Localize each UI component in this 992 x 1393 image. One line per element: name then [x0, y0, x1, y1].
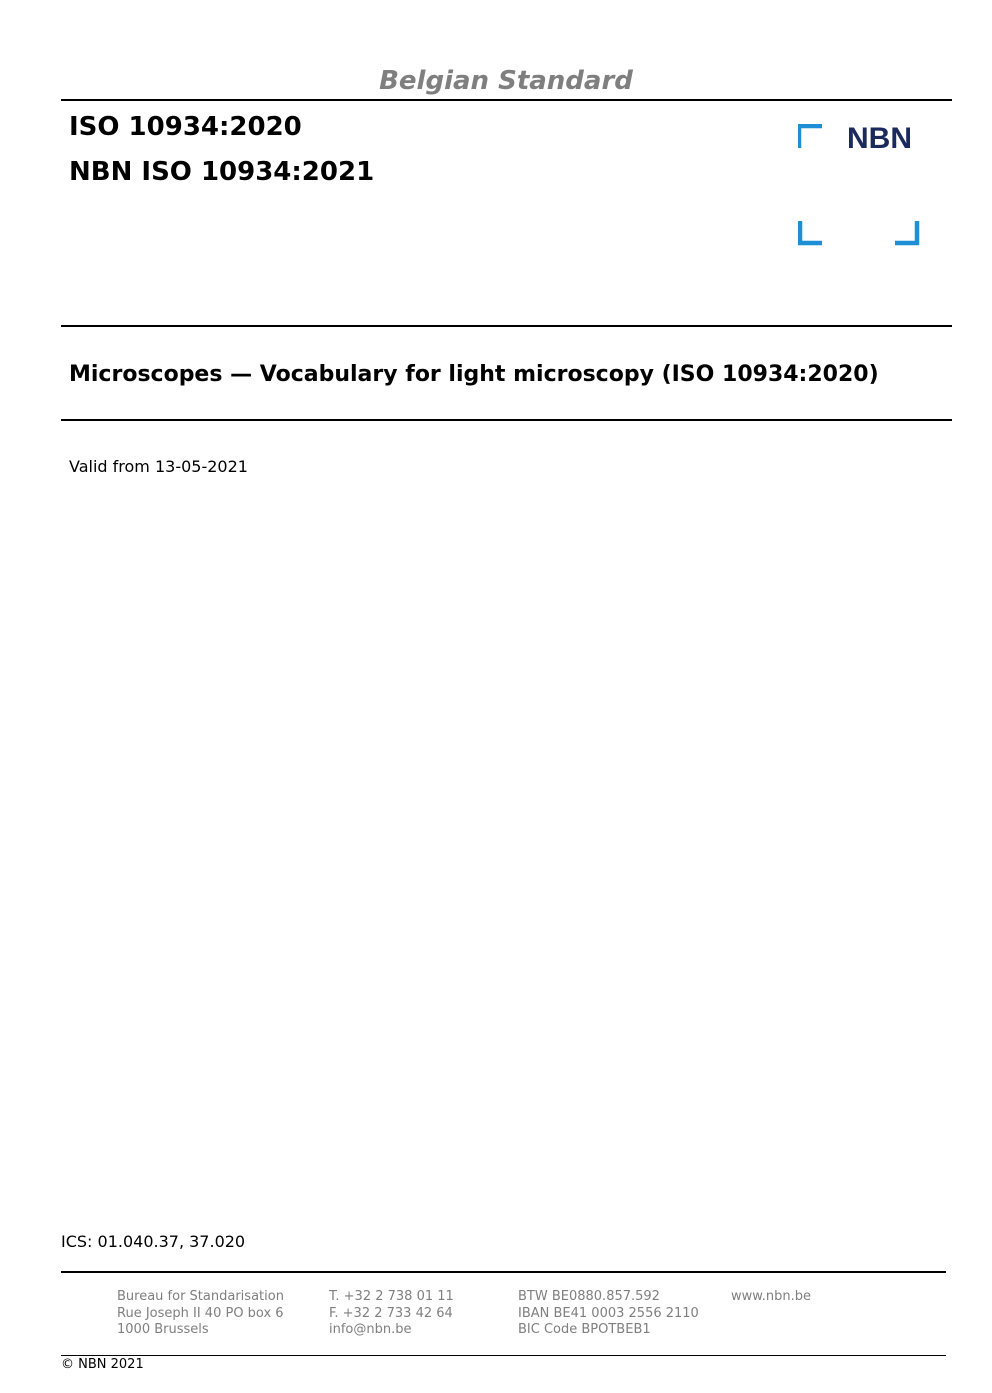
footer-banking — [518, 1289, 699, 1339]
email-link[interactable]: info@nbn.be — [329, 1322, 412, 1337]
iban-number: IBAN BE41 0003 2556 2110 — [518, 1305, 699, 1321]
copyright-notice: © NBN 2021 — [61, 1357, 144, 1372]
vat-number: BTW BE0880.857.592 — [518, 1289, 660, 1304]
footer-address — [117, 1289, 284, 1339]
bic-code: BIC Code BPOTBEB1 — [518, 1322, 651, 1337]
iso-standard-number: ISO 10934:2020 — [69, 112, 302, 142]
footer-top-rule — [61, 1271, 946, 1273]
address-line: 1000 Brussels — [117, 1322, 209, 1337]
footer-contact — [329, 1289, 454, 1339]
document-title: Microscopes — Vocabulary for light microscopy (ISO 10934:2020) — [69, 362, 879, 387]
footer-bottom-rule — [61, 1355, 946, 1356]
header-label: Belgian Standard — [379, 66, 633, 96]
top-rule — [61, 99, 952, 101]
nbn-logo — [798, 124, 920, 246]
footer-website — [731, 1289, 811, 1306]
website-link[interactable]: www.nbn.be — [731, 1289, 811, 1304]
address-line: Rue Joseph II 40 PO box 6 — [117, 1305, 284, 1321]
title-bottom-rule — [61, 419, 952, 421]
fax-number: F. +32 2 733 42 64 — [329, 1305, 453, 1321]
phone-number: T. +32 2 738 01 11 — [329, 1289, 454, 1304]
valid-from-date: Valid from 13-05-2021 — [69, 457, 248, 476]
ics-codes: ICS: 01.040.37, 37.020 — [61, 1232, 246, 1251]
nbn-standard-number: NBN ISO 10934:2021 — [69, 157, 375, 187]
address-line: Bureau for Standarisation — [117, 1289, 284, 1304]
title-top-rule — [61, 325, 952, 327]
nbn-logo-graphic — [798, 124, 920, 246]
logo-wordmark: NBN — [847, 124, 912, 155]
